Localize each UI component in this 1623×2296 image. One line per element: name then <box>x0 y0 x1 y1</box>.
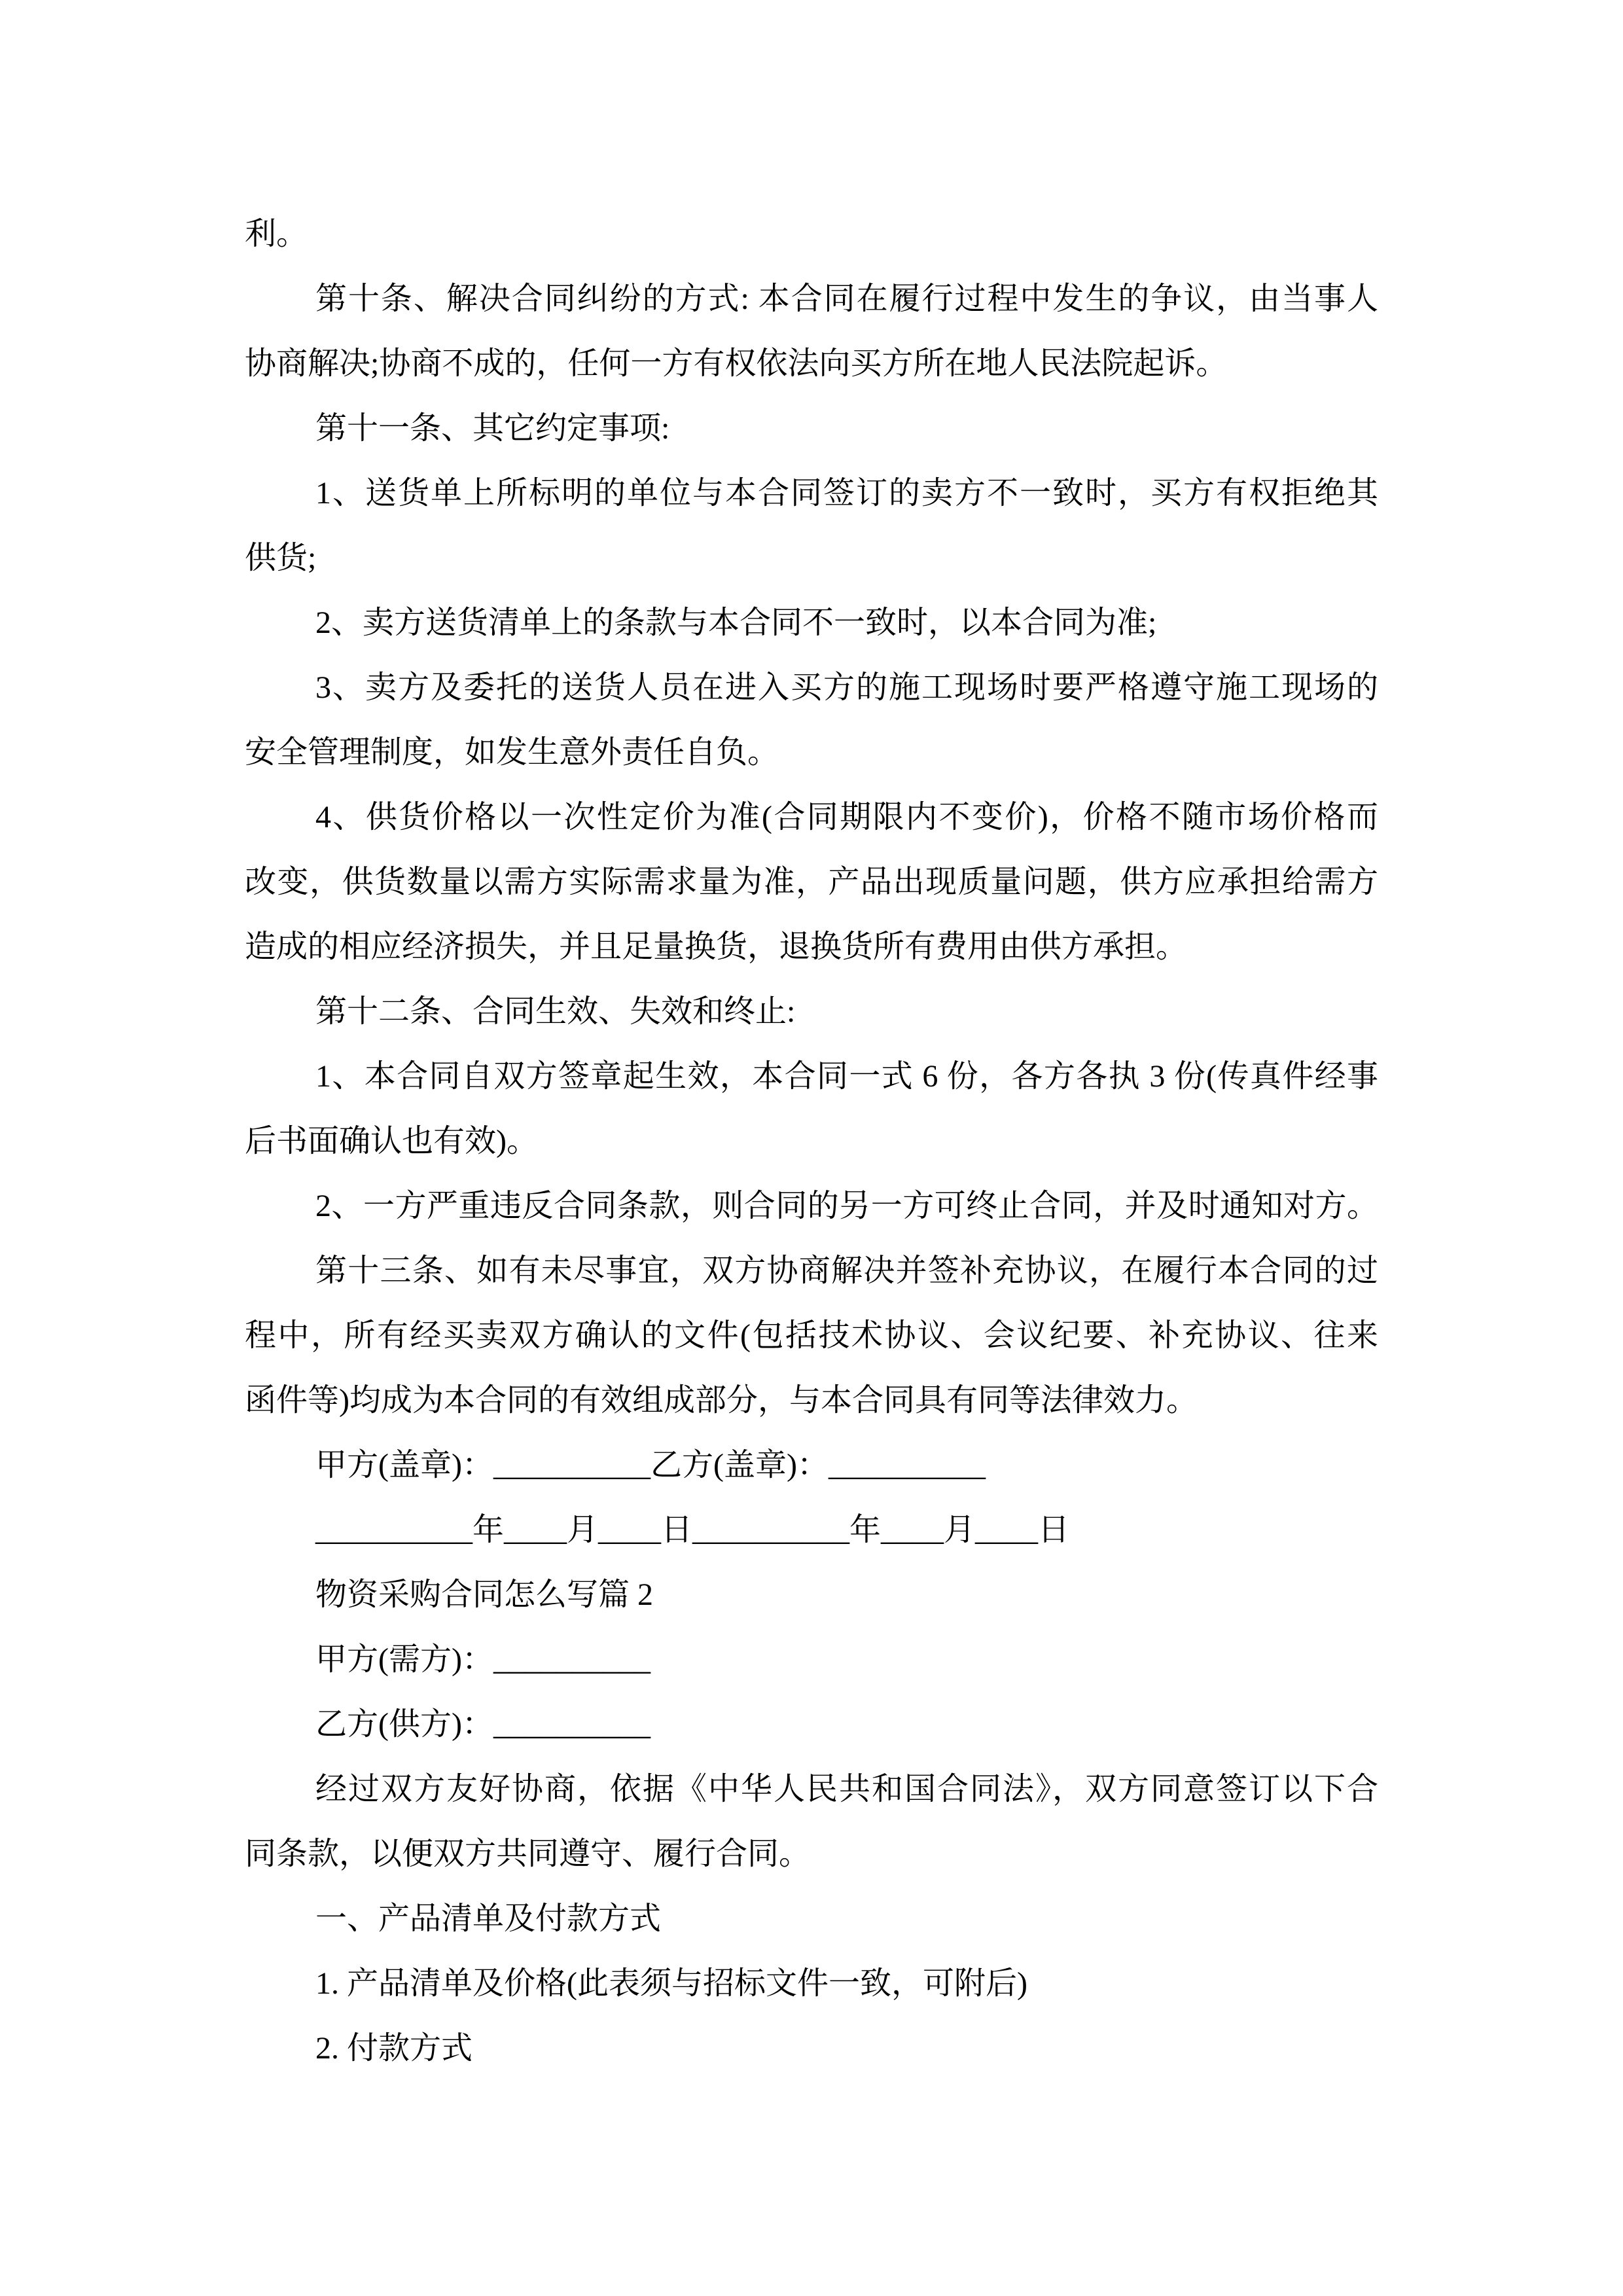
text-line: 安全管理制度，如发生意外责任自负。 <box>245 735 779 770</box>
text-line: 同条款，以便双方共同遵守、履行合同。 <box>245 1837 811 1871</box>
text-line: 第十三条、如有未尽事宜，双方协商解决并签补充协议，在履行本合同的过 <box>315 1253 1378 1288</box>
text-line: 3、卖方及委托的送货人员在进入买方的施工现场时要严格遵守施工现场的 <box>315 670 1378 705</box>
clause-heading: 一、产品清单及付款方式 <box>315 1901 662 1936</box>
text-line: 1、送货单上所标明的单位与本合同签订的卖方不一致时，买方有权拒绝其 <box>315 476 1378 511</box>
text-line: 程中，所有经买卖双方确认的文件(包括技术协议、会议纪要、补充协议、往来 <box>245 1318 1378 1353</box>
date-blank-line: __________年____月____日__________年____月____日 <box>315 1513 1070 1547</box>
text-line: 改变，供货数量以需方实际需求量为准，产品出现质量问题，供方应承担给需方 <box>245 865 1378 899</box>
text-line: 利。 <box>245 217 308 251</box>
text-line: 2. 付款方式 <box>315 2031 473 2066</box>
text-line: 协商解决;协商不成的，任何一方有权依法向买方所在地人民法院起诉。 <box>245 346 1228 381</box>
text-line: 后书面确认也有效)。 <box>245 1124 538 1158</box>
party-a-blank-line: 甲方(需方)：__________ <box>315 1642 651 1677</box>
signature-line-party-a-b-seal: 甲方(盖章)：__________乙方(盖章)：__________ <box>315 1448 986 1482</box>
section-heading-part-2: 物资采购合同怎么写篇 2 <box>315 1577 654 1612</box>
text-line: 造成的相应经济损失，并且足量换货，退换货所有费用由供方承担。 <box>245 929 1188 964</box>
contract-text-block <box>245 202 1378 2081</box>
text-line: 4、供货价格以一次性定价为准(合同期限内不变价)，价格不随市场价格而 <box>315 800 1378 834</box>
text-line: 第十二条、合同生效、失效和终止: <box>315 994 796 1029</box>
text-line: 2、卖方送货清单上的条款与本合同不一致时，以本合同为准; <box>315 605 1157 640</box>
text-line: 1. 产品清单及价格(此表须与招标文件一致，可附后) <box>315 1966 1027 2001</box>
text-line: 2、一方严重违反合同条款，则合同的另一方可终止合同，并及时通知对方。 <box>315 1189 1378 1223</box>
party-b-blank-line: 乙方(供方)：__________ <box>315 1707 651 1742</box>
text-line: 函件等)均成为本合同的有效组成部分，与本合同具有同等法律效力。 <box>245 1383 1198 1418</box>
text-line: 经过双方友好协商，依据《中华人民共和国合同法》，双方同意签订以下合 <box>315 1772 1378 1806</box>
text-line: 第十一条、其它约定事项: <box>315 411 670 446</box>
text-line: 1、本合同自双方签章起生效，本合同一式 6 份，各方各执 3 份(传真件经事 <box>315 1059 1378 1094</box>
text-line: 第十条、解决合同纠纷的方式: 本合同在履行过程中发生的争议，由当事人 <box>315 281 1378 316</box>
text-line: 供货; <box>245 541 317 575</box>
